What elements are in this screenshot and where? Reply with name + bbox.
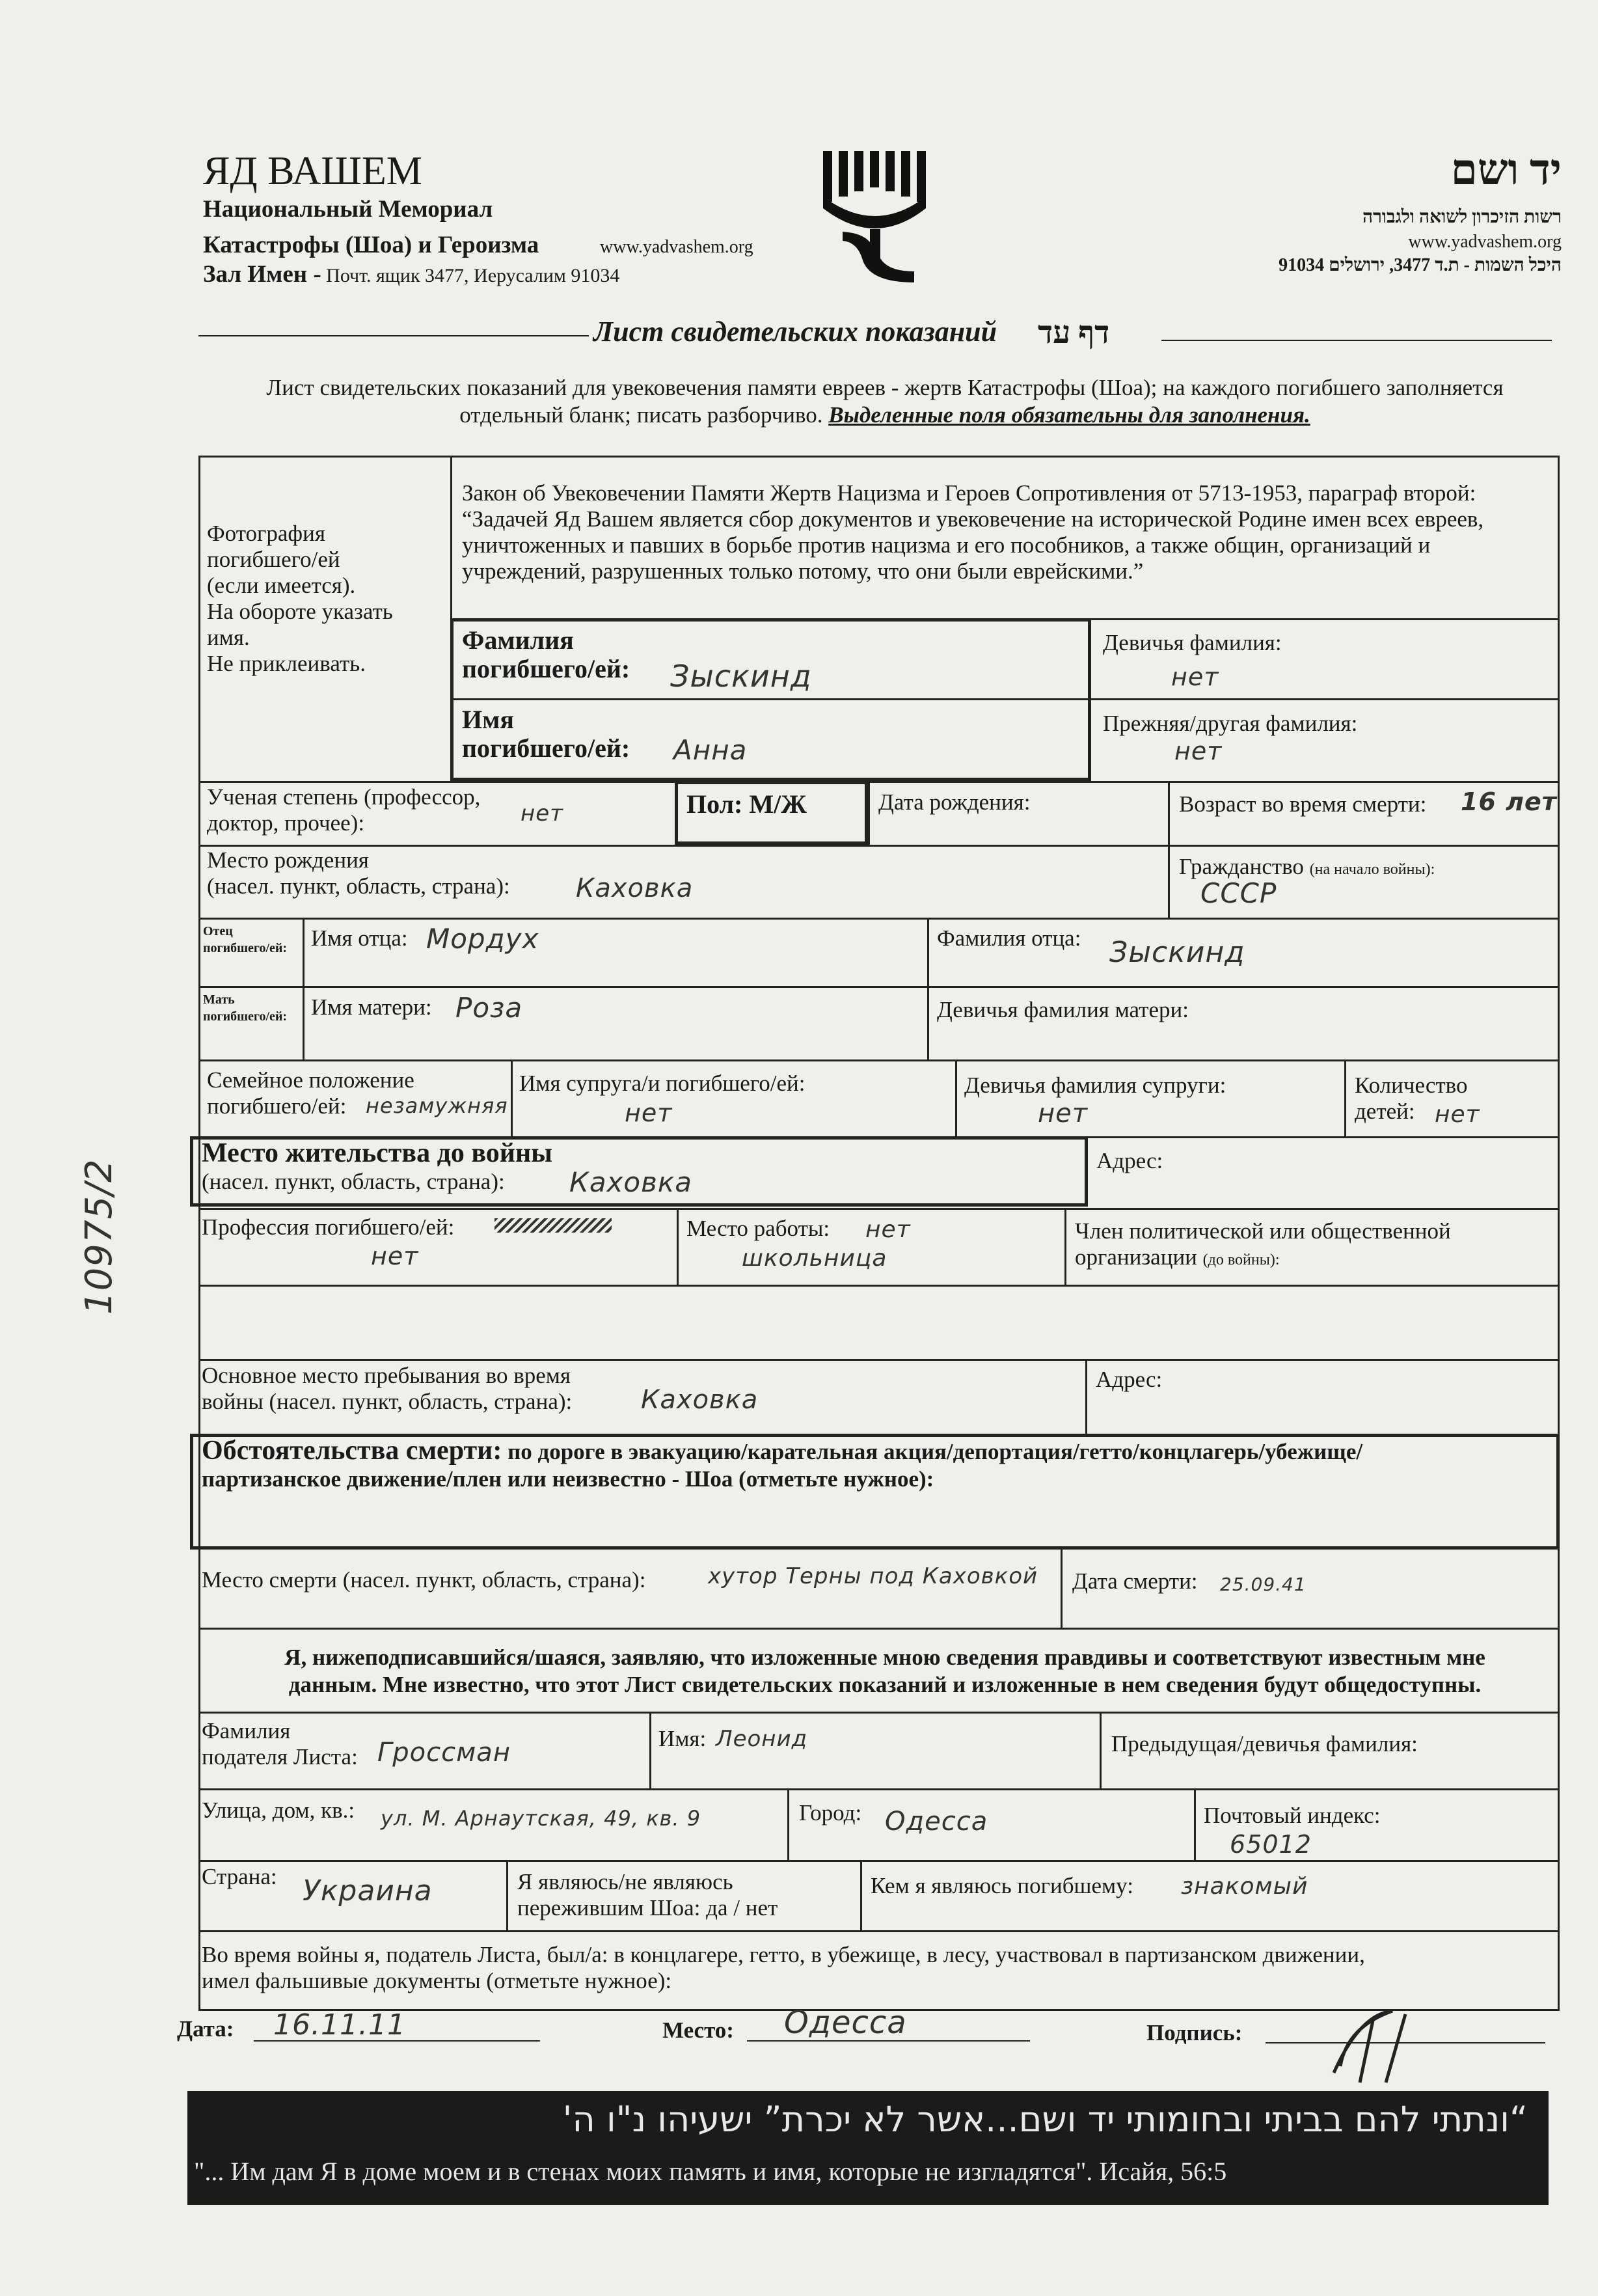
- degree-label: Ученая степень (профессор, доктор, прочее):: [207, 784, 481, 836]
- margin-note: 10975/2: [78, 1158, 120, 1315]
- row-line: [450, 698, 1560, 700]
- street-input[interactable]: ул. М. Арнаутская, 49, кв. 9: [381, 1806, 701, 1831]
- hall-line: [203, 260, 619, 288]
- residence-input[interactable]: Каховка: [569, 1166, 692, 1198]
- wartime-place-label: Основное место пребывания во время войны (насел. пункт, область, страна):: [202, 1363, 573, 1414]
- death-date-input[interactable]: 25.09.41: [1220, 1574, 1307, 1595]
- col-line: [927, 918, 929, 1059]
- col-line: [1100, 1712, 1102, 1788]
- membership-label: Член политической или общественной организации (до войны):: [1075, 1218, 1451, 1270]
- photo-line: На обороте указать: [207, 599, 393, 624]
- col-line: [1194, 1788, 1196, 1860]
- col-line: [1168, 781, 1170, 918]
- country-input[interactable]: Украина: [303, 1874, 433, 1907]
- row-line: [1091, 618, 1560, 620]
- mother-name-input[interactable]: Роза: [455, 992, 523, 1024]
- profession-scribble: [494, 1218, 612, 1233]
- survivor-field[interactable]: Я являюсь/не являюсь пережившим Шоа: да / нет: [517, 1869, 778, 1920]
- postal-address: Почт. ящик 3477, Иерусалим 91034: [326, 265, 620, 286]
- submitter-wartime-field[interactable]: Во время войны я, податель Листа, был/а: в концлагере, гетто, в убежище, в лесу, участвовал в партизанском движении, имел фальшивые документы (отметьте нужное):: [202, 1942, 1365, 1993]
- row-line: [198, 1208, 1560, 1210]
- intro-required: Выделенные поля обязательны для заполнения.: [828, 402, 1310, 428]
- banner-hebrew: “ונתתי להם בביתי ובחומותי יד ושם...אשר לא יכרת” ישעיהו נ"ו ה': [562, 2099, 1528, 2140]
- col-line: [1085, 1359, 1087, 1434]
- profession-label: Профессия погибшего/ей:: [202, 1214, 455, 1240]
- birthplace-label: Место рождения (насел. пункт, область, страна):: [207, 847, 510, 899]
- hall-names: Зал Имен -: [203, 261, 321, 288]
- date-input[interactable]: 16.11.11: [273, 2008, 406, 2042]
- victim-name-input[interactable]: Анна: [673, 734, 748, 766]
- citizenship-label: Гражданство (на начало войны):: [1179, 854, 1435, 879]
- father-surname-label: Фамилия отца:: [937, 925, 1081, 951]
- website-he: www.yadvashem.org: [1408, 232, 1562, 252]
- date-label: Дата:: [177, 2016, 234, 2042]
- mother-maiden-label: Девичья фамилия матери:: [937, 997, 1189, 1022]
- org-name-he: יד ושם: [1450, 146, 1562, 194]
- zip-label: Почтовый индекс:: [1204, 1803, 1381, 1828]
- form-title-ru: Лист свидетельских показаний: [593, 316, 997, 348]
- wartime-place-input[interactable]: Каховка: [641, 1385, 759, 1415]
- col-line: [1344, 1059, 1346, 1136]
- law-text: Закон об Увековечении Памяти Жертв Нацизма и Героев Сопротивления от 5713-1953, параграф второй: “Задачей Яд Вашем является сбор документов и увековечение на исторической Родине имен всех евреев, уничтоженных и павших в борьбе против нацизма и его пособников, а также общин, организаций и учреждений, разрушенных только потому, что они были еврейскими.”: [462, 480, 1484, 584]
- signature-label: Подпись:: [1146, 2020, 1243, 2045]
- profession-input[interactable]: нет: [371, 1242, 419, 1270]
- wartime-address-label: Адрес:: [1096, 1367, 1163, 1392]
- age-label: Возраст во время смерти:: [1179, 791, 1427, 817]
- marital-status-label: Семейное положение погибшего/ей:: [207, 1067, 414, 1119]
- maiden-name-input[interactable]: нет: [1171, 663, 1219, 691]
- hall-he: היכל השמות - ת.ד 3477, ירושלים 91034: [1279, 255, 1562, 275]
- col-line: [303, 918, 305, 1059]
- death-place-input[interactable]: хутор Терны под Каховкой: [708, 1563, 1038, 1589]
- birthplace-input[interactable]: Каховка: [576, 873, 694, 903]
- submitter-surname-input[interactable]: Гроссман: [377, 1738, 511, 1768]
- father-name-input[interactable]: Мордух: [426, 923, 539, 955]
- row-line: [198, 1359, 1560, 1361]
- intro-body: Лист свидетельских показаний для увековечения памяти евреев - жертв Катастрофы (Шоа); на каждого погибшего заполняется отдельный бланк; писать разборчиво.: [266, 375, 1504, 428]
- col-line: [1061, 1550, 1063, 1628]
- row-line: [198, 1059, 1560, 1061]
- submitter-name-input[interactable]: Леонид: [716, 1726, 808, 1752]
- photo-line: (если имеется).: [207, 573, 356, 598]
- row-line: [198, 1628, 1560, 1630]
- col-line: [1064, 1208, 1066, 1285]
- banner-russian: "... Им дам Я в доме моем и в стенах моих память и имя, которые не изгладятся". Исайя, 56:5: [194, 2157, 1227, 2186]
- marital-status-input[interactable]: незамужняя: [366, 1093, 508, 1118]
- prev-surname-label: Предыдущая/девичья фамилия:: [1111, 1731, 1418, 1756]
- victim-surname-input[interactable]: Зыскинд: [670, 659, 812, 694]
- row-line: [198, 1860, 1560, 1862]
- workplace-input[interactable]: нет школьница: [742, 1216, 911, 1272]
- submitter-name-label: Имя:: [658, 1726, 707, 1751]
- children-label: Количество детей:: [1355, 1073, 1468, 1124]
- spouse-input[interactable]: нет: [625, 1099, 673, 1127]
- relation-input[interactable]: знакомый: [1181, 1873, 1308, 1900]
- children-input[interactable]: нет: [1435, 1101, 1480, 1128]
- website-ru: www.yadvashem.org: [600, 237, 753, 257]
- row-line: [198, 1788, 1560, 1790]
- spouse-label: Имя супруга/и погибшего/ей:: [519, 1071, 806, 1096]
- city-input[interactable]: Одесса: [885, 1807, 988, 1837]
- quote-banner: [187, 2091, 1549, 2205]
- age-input[interactable]: 16 лет: [1461, 787, 1557, 816]
- photo-line: Фотография: [207, 521, 325, 546]
- org-name-ru: ЯД ВАШЕМ: [203, 149, 422, 193]
- row-line: [198, 1930, 1560, 1932]
- spouse-maiden-label: Девичья фамилия супруги:: [964, 1073, 1226, 1098]
- form-title-he: דף עד: [1038, 316, 1110, 350]
- place-label: Место:: [662, 2017, 734, 2043]
- residence-address-label: Адрес:: [1096, 1148, 1163, 1173]
- col-line: [868, 781, 870, 845]
- col-line: [677, 1208, 679, 1285]
- row-line: [198, 1285, 1560, 1287]
- title-rule-right: [1161, 340, 1552, 341]
- memorial-line1: Национальный Мемориал: [203, 196, 493, 223]
- street-label: Улица, дом, кв.:: [202, 1797, 355, 1823]
- title-rule-left: [198, 335, 589, 336]
- authority-he: רשות הזיכרון לשואה ולגבורה: [1362, 207, 1562, 227]
- row-line: [198, 781, 1560, 783]
- relation-label: Кем я являюсь погибшему:: [871, 1873, 1133, 1898]
- sex-field[interactable]: Пол: М/Ж: [686, 789, 807, 819]
- degree-input[interactable]: нет: [521, 800, 563, 827]
- spouse-maiden-input[interactable]: нет: [1038, 1099, 1089, 1128]
- place-input[interactable]: Одесса: [784, 2004, 907, 2041]
- declaration-text: Я, нижеподписавшийся/шаяся, заявляю, что изложенные мною сведения правдивы и соответствуют известным мне данным. Мне известно, что этот Лист свидетельских показаний и изложенные в нем сведения будут общедоступны.: [284, 1645, 1485, 1697]
- maiden-name-label: Девичья фамилия:: [1103, 630, 1282, 655]
- row-line: [198, 986, 1560, 988]
- city-label: Город:: [799, 1800, 862, 1825]
- father-surname-input[interactable]: Зыскинд: [1109, 936, 1245, 969]
- memorial-line2: Катастрофы (Шоа) и Героизма: [203, 232, 539, 258]
- death-date-label: Дата смерти:: [1072, 1568, 1198, 1594]
- photo-line: погибшего/ей: [207, 547, 340, 572]
- row-line: [198, 1712, 1560, 1714]
- citizenship-input[interactable]: СССР: [1200, 877, 1277, 909]
- victim-name-label: Имя погибшего/ей:: [462, 705, 630, 763]
- zip-input[interactable]: 65012: [1230, 1830, 1312, 1859]
- death-place-label: Место смерти (насел. пункт, область, страна):: [202, 1567, 646, 1592]
- photo-line: имя.: [207, 625, 250, 650]
- other-surname-input[interactable]: нет: [1174, 737, 1223, 765]
- other-surname-label: Прежняя/другая фамилия:: [1103, 711, 1358, 736]
- col-line: [787, 1788, 789, 1860]
- col-line: [649, 1712, 651, 1788]
- col-line: [511, 1059, 513, 1136]
- row-line: [198, 918, 1560, 920]
- birth-date-label: Дата рождения:: [878, 789, 1031, 815]
- col-line: [955, 1059, 957, 1136]
- father-side-label: Отец погибшего/ей:: [203, 924, 288, 955]
- col-line: [860, 1860, 862, 1930]
- menorah-logo-icon: [817, 144, 934, 288]
- mother-name-label: Имя матери:: [311, 994, 432, 1020]
- father-name-label: Имя отца:: [311, 925, 408, 951]
- intro-text: [247, 374, 1523, 429]
- col-line: [506, 1860, 508, 1930]
- death-circumstances-field[interactable]: Обстоятельства смерти: по дороге в эвакуацию/карательная акция/депортация/гетто/концлагерь/убежище/ партизанское движение/плен или неизвестно - Шоа (отметьте нужное):: [202, 1436, 1363, 1492]
- row-line: [198, 845, 1560, 847]
- victim-surname-label: Фамилия погибшего/ей:: [462, 625, 630, 683]
- photo-box: [207, 521, 448, 677]
- mother-side-label: Мать погибшего/ей:: [203, 992, 288, 1024]
- workplace-label: Место работы:: [686, 1216, 830, 1241]
- submitter-surname-label: Фамилия подателя Листа:: [202, 1718, 358, 1770]
- country-label: Страна:: [202, 1864, 277, 1889]
- residence-label: Место жительства до войны (насел. пункт, область, страна):: [202, 1138, 552, 1194]
- signature-mark[interactable]: [1321, 2001, 1425, 2086]
- photo-line: Не приклеивать.: [207, 651, 366, 676]
